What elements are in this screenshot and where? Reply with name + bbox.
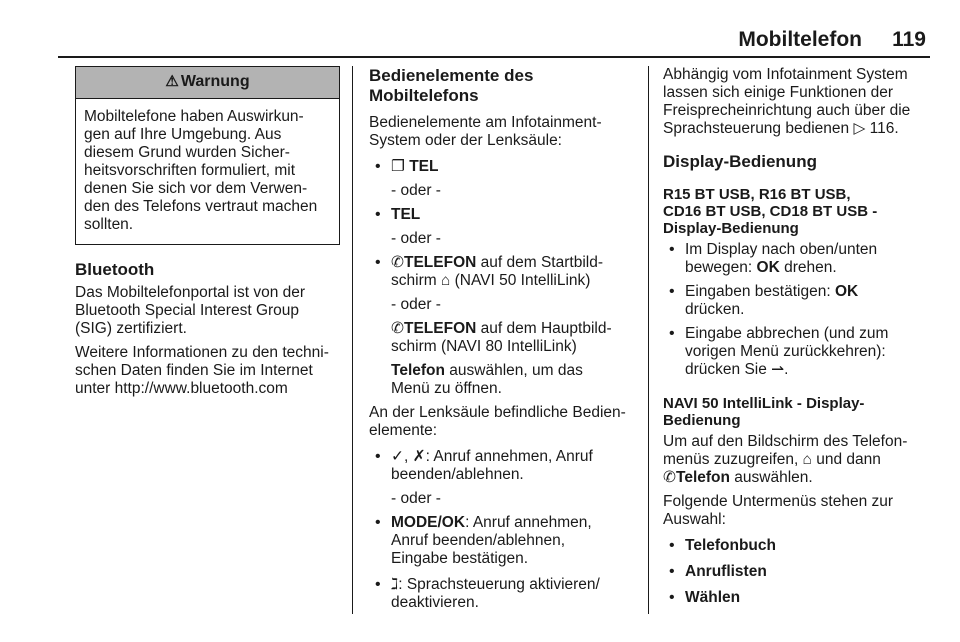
column-divider-1 bbox=[352, 66, 353, 614]
phone-icon: ✆ bbox=[391, 254, 404, 271]
navi-paragraph: Um auf den Bildschirm des Telefon- menüs zuzugreifen, ⌂ und dann ✆Telefon auswählen. bbox=[663, 433, 908, 486]
list-item: • ✓, ✗: Anruf annehmen, Anruf beenden/ablehnen. bbox=[375, 448, 593, 483]
controls-heading: Bedienelemente des Mobiltelefons bbox=[369, 66, 534, 105]
or-separator: - oder - bbox=[391, 182, 441, 199]
list-item: • ✆TELEFON auf dem Startbild- schirm ⌂ (NAVI 50 IntelliLink) bbox=[375, 254, 603, 289]
end-call-icon: ✗ bbox=[412, 448, 426, 465]
list-item: • Eingaben bestätigen: OK drücken. bbox=[669, 283, 859, 318]
warning-line: gen auf Ihre Umgebung. Aus bbox=[84, 126, 282, 143]
warning-text bbox=[76, 99, 339, 244]
phone-icon: ✆ bbox=[663, 469, 676, 486]
page-reference-icon: ▷ bbox=[853, 120, 866, 137]
column-middle bbox=[369, 66, 636, 612]
list-item: • ❐ TEL bbox=[375, 158, 439, 175]
warning-title: Warnung bbox=[180, 73, 250, 90]
voice-intro: Abhängig vom Infotainment System lassen sich einige Funktionen der Freisprecheinrichtung auch über die Sprachsteuerung bedienen ▷ 116. bbox=[663, 66, 911, 137]
phone-icon: ✆ bbox=[391, 320, 404, 337]
home-icon: ⌂ bbox=[802, 451, 812, 468]
steering-intro: An der Lenksäule befindliche Bedien- elemente: bbox=[369, 404, 626, 439]
header-rule bbox=[58, 56, 930, 58]
display-heading: Display-Bedienung bbox=[663, 152, 817, 171]
list-item: • ℷ: Sprachsteuerung aktivieren/ deaktivieren. bbox=[375, 576, 600, 611]
page-number: 119 bbox=[892, 28, 926, 51]
list-item: • Anruflisten bbox=[669, 563, 767, 580]
warning-line: denen Sie sich vor dem Verwen- bbox=[84, 180, 308, 197]
bluetooth-paragraph-1: Das Mobiltelefonportal ist von der Bluetooth Special Interest Group (SIG) zertifiziert. bbox=[75, 284, 306, 337]
display-subheading-2: NAVI 50 IntelliLink - Display- Bedienung bbox=[663, 395, 865, 429]
answer-call-icon: ✓ bbox=[391, 448, 404, 465]
list-item: • Telefonbuch bbox=[669, 537, 776, 554]
or-separator: - oder - bbox=[391, 490, 441, 507]
list-item: • Im Display nach oben/unten bewegen: OK drehen. bbox=[669, 241, 878, 276]
column-right bbox=[663, 66, 931, 607]
list-item: • TEL bbox=[375, 206, 421, 223]
column-left bbox=[75, 66, 340, 398]
list-item: • Eingabe abbrechen (und zum vorigen Menü zurückkehren): drücken Sie ⇀. bbox=[669, 325, 889, 378]
page-header bbox=[60, 22, 930, 54]
home-icon: ⌂ bbox=[440, 272, 451, 289]
warning-line: den des Telefons vertraut machen bbox=[84, 198, 318, 215]
submenu-intro: Folgende Untermenüs stehen zur Auswahl: bbox=[663, 493, 894, 528]
list-item-continuation: ✆TELEFON auf dem Hauptbild- schirm (NAVI 80 IntelliLink) bbox=[391, 320, 612, 355]
warning-box bbox=[75, 66, 340, 245]
voice-control-icon: ℷ bbox=[391, 576, 399, 593]
page-title: Mobiltelefon bbox=[738, 28, 862, 51]
controls-intro: Bedienelemente am Infotainment- System oder der Lenksäule: bbox=[369, 114, 602, 149]
warning-line: diesem Grund wurden Sicher- bbox=[84, 144, 290, 161]
warning-triangle-icon: ⚠ bbox=[165, 73, 179, 90]
list-item-continuation: Telefon auswählen, um das Menü zu öffnen. bbox=[391, 362, 583, 397]
phone-screen-icon: ❐ bbox=[391, 158, 405, 175]
back-icon: ⇀ bbox=[771, 361, 785, 378]
warning-header bbox=[76, 67, 339, 99]
warning-line: sollten. bbox=[84, 216, 134, 233]
or-separator: - oder - bbox=[391, 230, 441, 247]
warning-line: Mobiltelefone haben Auswirkun- bbox=[84, 108, 304, 125]
bluetooth-heading: Bluetooth bbox=[75, 260, 155, 279]
bluetooth-paragraph-2: Weitere Informationen zu den techni- schen Daten finden Sie im Internet unter http://www.bluetooth.com bbox=[75, 344, 329, 397]
column-divider-2 bbox=[648, 66, 649, 614]
warning-line: heitsvorschriften formuliert, mit bbox=[84, 162, 296, 179]
display-subheading-1: R15 BT USB, R16 BT USB, CD16 BT USB, CD18 BT USB - Display-Bedienung bbox=[663, 186, 878, 237]
list-item: • MODE/OK: Anruf annehmen, Anruf beenden/ablehnen, Eingabe bestätigen. bbox=[375, 514, 592, 567]
or-separator: - oder - bbox=[391, 296, 441, 313]
list-item: • Wählen bbox=[669, 589, 741, 606]
